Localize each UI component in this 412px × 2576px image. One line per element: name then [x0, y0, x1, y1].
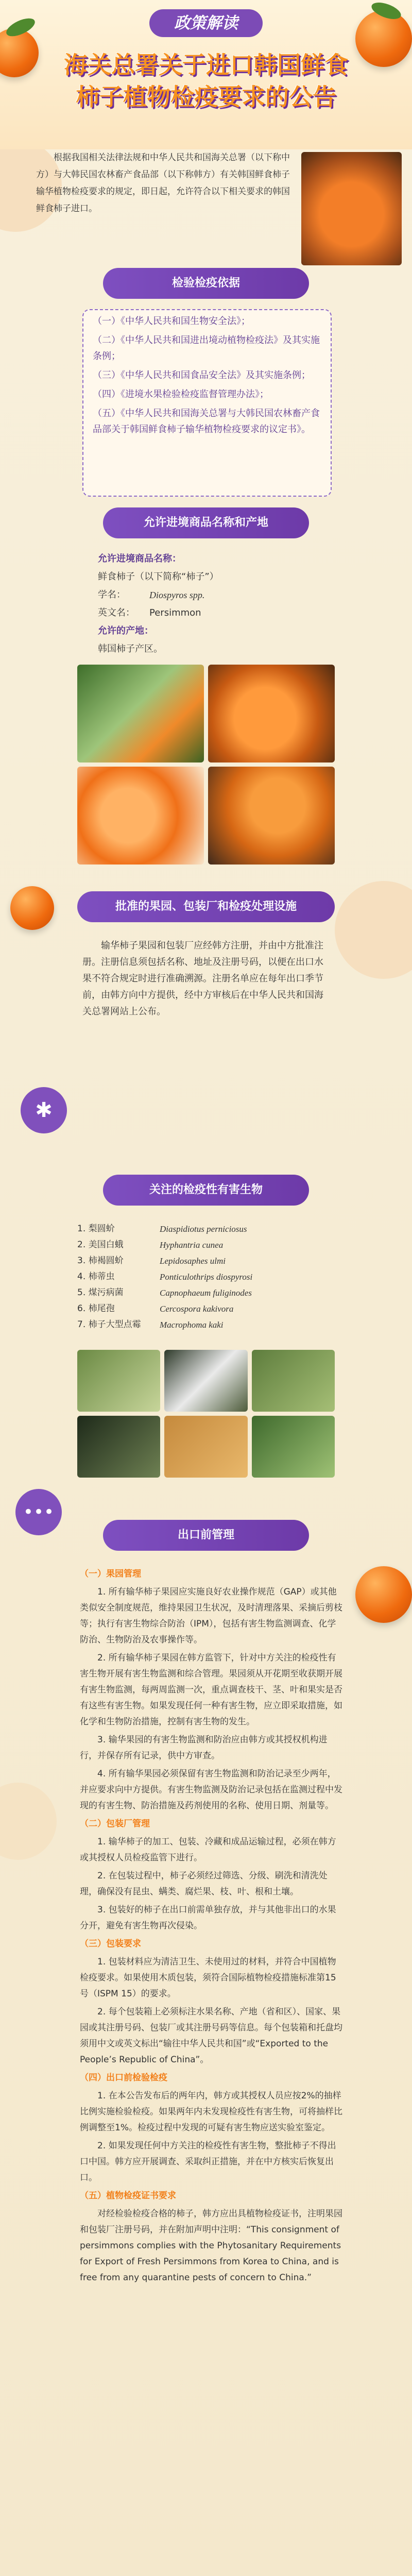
subsection-heading: （五）植物检疫证书要求 — [80, 2191, 176, 2201]
pest-row — [77, 1285, 335, 1301]
section-title-registration: 批准的果园、包装厂和检疫处理设施 — [77, 891, 335, 922]
latin-label: 学名： — [98, 589, 126, 600]
pest-latin-name: Hyphantria cunea — [160, 1240, 224, 1250]
pest-row — [77, 1253, 335, 1269]
pest-row — [77, 1301, 335, 1317]
pest-latin-name: Diaspidiotus perniciosus — [160, 1224, 247, 1234]
basis-item: （五）《中华人民共和国海关总署与大韩民国农林畜产食品部关于韩国鲜食柿子输华植物检疫要求的议定书》。 — [93, 408, 320, 435]
pest-latin-name: Capnophaeum fuliginodes — [160, 1288, 252, 1298]
persimmon-tree-photo — [77, 665, 204, 762]
pest-row — [77, 1269, 335, 1285]
product-name-value: 鲜食柿子（以下简称“柿子”） — [98, 571, 219, 582]
speech-bubble-icon: ✱ — [21, 1087, 67, 1133]
persimmon-illustration-top-right — [355, 10, 412, 67]
pest-photo — [77, 1350, 160, 1412]
paragraph: 2. 所有输华柿子果园在韩方监管下，针对中方关注的检疫性有害生物开展有害生物监测和综合管理。果园须从开花期至收获期开展有害生物监测，每两周监测一次，重点调查枝干、茎、叶和果实是否有这些有害生物。如果发现任何一种有害生物，应立即采取措施，如化学和生物防治措施，控制有害生物的发生。 — [80, 1653, 342, 1727]
basis-item: （一）《中华人民共和国生物安全法》； — [93, 316, 250, 327]
product-name-label: 允许进境商品名称： — [98, 553, 181, 564]
persimmon-bowl-photo — [208, 767, 335, 865]
section-title-product: 允许进境商品名称和产地 — [103, 507, 309, 538]
section-title-pre-export: 出口前管理 — [103, 1520, 309, 1551]
basis-card — [82, 309, 332, 497]
english-label: 英文名： — [98, 607, 135, 618]
pest-cn-name: 1. 梨圆蚧 — [77, 1224, 115, 1234]
paragraph: 1. 包装材料应为清洁卫生、未使用过的材料，并符合中国植物检疫要求。如果使用木质包装，须符合国际植物检疫措施标准第15号（ISPM 15）的要求。 — [80, 1957, 336, 1999]
pest-list — [77, 1221, 335, 1333]
basis-list — [83, 310, 331, 444]
basis-item: （二）《中华人民共和国进出境动植物检疫法》及其实施条例； — [93, 335, 320, 362]
pest-photo — [252, 1350, 335, 1412]
paragraph: 2. 每个包装箱上必须标注水果名称、产地（省和区）、国家、果园或其注册号码、包装厂或其注册号码等信息。每个包装箱和托盘均须用中文或英文标出“输往中华人民共和国”或“Exported to the People’s Republic of China”。 — [80, 2007, 342, 2065]
pest-latin-name: Lepidosaphes ulmi — [160, 1256, 226, 1266]
product-photo-grid — [77, 665, 335, 865]
registration-text: 输华柿子果园和包装厂应经韩方注册，并由中方批准注册。注册信息须包括名称、地址及注册号码，以便在出口水果不符合规定时进行准确溯源。注册名单应在每年出口季节前，由韩方向中方提供，经中方审核后在中华人民共和国海关总署网站上公布。 — [82, 940, 323, 1017]
chat-bubble-icon: ••• — [15, 1489, 62, 1535]
paragraph: 2. 如果发现任何中方关注的检疫性有害生物，整批柿子不得出口中国。韩方应开展调查、采取纠正措施，并在中方核实后恢复出口。 — [80, 2141, 336, 2183]
pest-cn-name: 3. 柿褐圆蚧 — [77, 1256, 124, 1266]
pest-cn-name: 2. 美国白蛾 — [77, 1240, 124, 1250]
pest-photo-grid — [77, 1350, 335, 1478]
paragraph: 3. 包装好的柿子在出口前需单独存放，并与其他非出口的水果分开，避免有害生物再次侵染。 — [80, 1905, 336, 1931]
paragraph: 对经检验检疫合格的柿子，韩方应出具植物检疫证书，注明果园和包装厂注册号码，并在附加声明中注明：“This consignment of persimmons complies with the Phytosanitary Requirements for Export of Fresh Persimmons from Korea to China, and is free from any quarantine pests of concern to China.” — [80, 2209, 342, 2283]
persimmon-closeup-photo — [208, 665, 335, 762]
subsection-heading: （一）果园管理 — [80, 1569, 141, 1579]
pest-latin-name: Ponticulothrips diospyrosi — [160, 1272, 253, 1282]
latin-value: Diospyros spp. — [149, 590, 205, 600]
paragraph: 4. 所有输华果园必须保留有害生物监测和防治记录至少两年，并应要求向中方提供。有害生物监测及防治记录包括在监测过程中发现的有害生物、防治措施及药剂使用的名称、使用日期、剂量等。 — [80, 1769, 342, 1811]
section-title-pests: 关注的检疫性有害生物 — [103, 1175, 309, 1206]
pre-export-content — [80, 1566, 342, 2288]
paragraph: 1. 所有输华柿子果园应实施良好农业操作规范（GAP）或其他类似安全制度规范，维持果园卫生状况，及时清理落果、采摘后剪枝等；执行有害生物综合防治（IPM），包括有害生物监测调查、化学防治、生物防治及农事操作等。 — [80, 1587, 342, 1645]
paragraph: 3. 输华果园的有害生物监测和防治应由韩方或其授权机构进行，并保存所有记录，供中方审查。 — [80, 1735, 328, 1761]
paragraph: 1. 在本公告发布后的两年内，韩方或其授权人员应按2%的抽样比例实施检验检疫。如果两年内未发现检疫性有害生物，可将抽样比例调整至1%。检疫过程中发现的可疑有害生物应送实验室鉴定。 — [80, 2091, 342, 2133]
basis-item: （四）《进境水果检验检疫监督管理办法》； — [93, 389, 269, 400]
pest-latin-name: Cercospora kakivora — [160, 1304, 234, 1314]
pest-photo — [77, 1416, 160, 1478]
bg-circle-2 — [335, 881, 412, 979]
paragraph: 2. 在包装过程中，柿子必须经过筛选、分级、刷洗和清洗处理，确保没有昆虫、螨类、腐烂果、枝、叶、根和土壤。 — [80, 1871, 328, 1897]
persimmon-illustration-right — [355, 1566, 412, 1623]
basis-item: （三）《中华人民共和国食品安全法》及其实施条例； — [93, 370, 311, 381]
pest-row — [77, 1221, 335, 1237]
pest-cn-name: 5. 煤污病菌 — [77, 1287, 124, 1298]
persimmon-sliced-photo — [77, 767, 204, 865]
english-value: Persimmon — [149, 607, 201, 618]
pest-cn-name: 4. 柿蒂虫 — [77, 1272, 115, 1282]
pest-row — [77, 1237, 335, 1253]
origin-label: 允许的产地： — [98, 625, 153, 636]
policy-tag: 政策解读 — [149, 9, 263, 37]
pest-latin-name: Macrophoma kaki — [160, 1320, 224, 1330]
origin-value: 韩国柿子产区。 — [98, 643, 163, 654]
subsection-heading: （三）包装要求 — [80, 1939, 141, 1949]
pest-photo — [164, 1416, 247, 1478]
paragraph: 1. 输华柿子的加工、包装、冷藏和成品运输过程，必须在韩方或其授权人员检疫监管下进行。 — [80, 1837, 336, 1863]
pest-photo — [252, 1416, 335, 1478]
pest-cn-name: 6. 柿尾孢 — [77, 1303, 115, 1314]
section-title-basis: 检验检疫依据 — [103, 268, 309, 299]
subsection-heading: （四）出口前检验检疫 — [80, 2073, 167, 2083]
title-line-1: 海关总署关于进口韩国鲜食 — [64, 51, 348, 79]
title-line-2: 柿子植物检疫要求的公告 — [76, 83, 336, 111]
pest-cn-name: 7. 柿子大型点霉 — [77, 1319, 141, 1330]
pest-row — [77, 1317, 335, 1333]
pest-photo — [164, 1350, 247, 1412]
intro-paragraph: 根据我国相关法律法规和中华人民共和国海关总署（以下称中方）与大韩民国农林畜产食品部（以下称韩方）有关韩国鲜食柿子输华植物检疫要求的规定，即日起，允许符合以下相关要求的韩国鲜食柿子进口。 — [36, 152, 290, 214]
page-title — [10, 49, 402, 113]
subsection-heading: （二）包装厂管理 — [80, 1819, 150, 1829]
persimmon-photo-intro — [301, 152, 402, 265]
bg-circle-3 — [0, 1783, 57, 1860]
persimmon-illustration-mid-left — [10, 886, 54, 930]
